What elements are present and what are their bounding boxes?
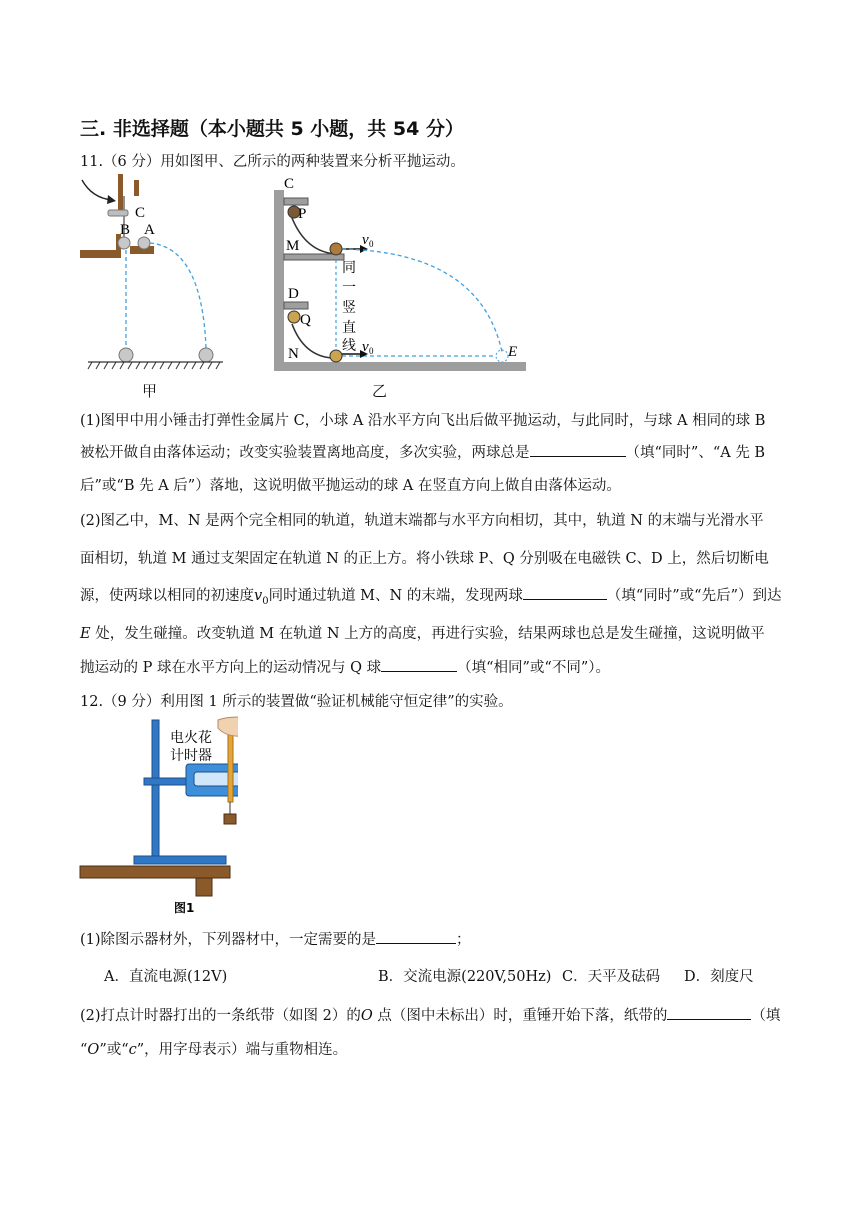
q12-p2-line1-a: (2)打点计时器打出的一条纸带（如图 2）的 bbox=[80, 1008, 361, 1024]
q12-answer-blank-1[interactable] bbox=[376, 929, 456, 944]
ball-b-landed bbox=[119, 348, 133, 362]
o-symbol: O bbox=[87, 1042, 100, 1058]
figure-jia bbox=[78, 172, 238, 402]
option-c-text: 天平及砝码 bbox=[587, 969, 661, 985]
q12-stem: 12.（9 分）利用图 1 所示的装置做“验证机械能守恒定律”的实验。 bbox=[80, 694, 513, 710]
q12-p2-line1-c: （填 bbox=[751, 1008, 781, 1024]
hammer-arrow bbox=[82, 180, 112, 200]
table-leg bbox=[196, 878, 212, 896]
frame-base bbox=[274, 362, 526, 371]
option-c-key: C． bbox=[562, 969, 588, 985]
hammer-handle bbox=[118, 174, 123, 214]
q11-p1-line2-a: 被松开做自由落体运动；改变实验装置离地高度，多次实验，两球总是 bbox=[80, 445, 530, 461]
q12-p2-line2-b: ”或“ bbox=[99, 1042, 129, 1058]
q11-p2-line3-b: 同时通过轨道 M、N 的末端，发现两球 bbox=[268, 588, 523, 604]
q11-p1-line2 bbox=[80, 441, 765, 462]
vertical-text-2: 一 bbox=[342, 280, 356, 296]
ball-q-end bbox=[330, 350, 342, 362]
label-a: A bbox=[144, 222, 155, 238]
option-a-paren: (12V) bbox=[186, 969, 228, 985]
label-v0-top-sub: 0 bbox=[369, 239, 374, 249]
option-a-text: 直流电源 bbox=[128, 969, 187, 985]
projectile-path-a bbox=[150, 243, 206, 348]
magnet-d bbox=[284, 302, 308, 309]
option-a-key: A． bbox=[104, 969, 129, 985]
label-v0-bottom: v bbox=[362, 339, 369, 355]
figure-yi-caption: 乙 bbox=[372, 382, 388, 400]
clamp bbox=[108, 210, 128, 216]
option-d[interactable] bbox=[684, 965, 754, 986]
label-v0-top: v bbox=[362, 232, 369, 248]
q12-p1-text: (1)除图示器材外，下列器材中，一定需要的是 bbox=[80, 932, 377, 948]
option-d-text: 刻度尺 bbox=[710, 969, 754, 985]
option-d-key: D． bbox=[684, 969, 711, 985]
q11-answer-blank-1[interactable] bbox=[530, 442, 626, 457]
q11-p2-line2: 面相切，轨道 M 通过支架固定在轨道 N 的正上方。将小铁球 P、Q 分别吸在电磁铁 C、D 上，然后切断电 bbox=[80, 551, 769, 567]
v0-subscript: 0 bbox=[262, 595, 269, 607]
q12-p2-line2-d: ”，用字母表示）端与重物相连。 bbox=[136, 1042, 348, 1058]
q11-p1-line1: (1)图甲中用小锤击打弹性金属片 C，小球 A 沿水平方向飞出后做平抛运动，与此同时，与球 A 相同的球 B bbox=[80, 413, 766, 429]
vertical-text-5: 线 bbox=[342, 338, 356, 354]
q11-p2-line4 bbox=[80, 622, 765, 643]
ball-b bbox=[118, 237, 130, 249]
q11-p2-line3-a: 源，使两球以相同的初速度 bbox=[80, 588, 254, 604]
timer-label-2: 计时器 bbox=[170, 748, 212, 764]
vertical-text-4: 直 bbox=[342, 320, 356, 336]
plate-c-top bbox=[134, 180, 139, 196]
label-c: C bbox=[135, 205, 146, 221]
q11-p2-line4-text: 处，发生碰撞。改变轨道 M 在轨道 N 上方的高度，再进行实验，结果两球也总是发生碰撞，这说明做平 bbox=[90, 626, 765, 642]
point-e-symbol: E bbox=[80, 626, 91, 642]
magnet-c bbox=[284, 198, 308, 205]
v0-symbol: v bbox=[254, 588, 263, 604]
q12-p2-line2-a: “ bbox=[80, 1042, 88, 1058]
ground-hatch bbox=[88, 362, 220, 369]
figure-yi bbox=[270, 174, 530, 374]
vertical-text-1: 同 bbox=[342, 260, 356, 276]
figure-jia-caption: 甲 bbox=[142, 382, 158, 400]
projectile-path-p bbox=[342, 249, 502, 352]
option-b-text: 交流电源 bbox=[403, 969, 462, 985]
q11-p2-line1: (2)图乙中，M、N 是两个完全相同的轨道，轨道末端都与水平方向相切，其中，轨道 N 的末端与光滑水平 bbox=[80, 513, 764, 529]
point-o-symbol: O bbox=[360, 1008, 373, 1024]
point-e-circle bbox=[496, 350, 508, 362]
ball-a bbox=[138, 237, 150, 249]
q11-p1-line2-b: （填“同时”、“A 先 B bbox=[625, 445, 766, 461]
q12-answer-blank-2[interactable] bbox=[667, 1005, 751, 1020]
stand-left bbox=[80, 250, 120, 258]
q11-p2-line5 bbox=[80, 656, 610, 677]
option-b-key: B． bbox=[378, 969, 404, 985]
label-q: Q bbox=[300, 312, 311, 328]
label-d: D bbox=[288, 286, 299, 302]
q11-answer-blank-3[interactable] bbox=[381, 657, 457, 672]
figure-1-caption: 图1 bbox=[174, 901, 195, 915]
q12-p1-end: ； bbox=[456, 932, 471, 948]
clamp-arm bbox=[144, 778, 190, 785]
stand-rod bbox=[152, 720, 159, 860]
label-c2: C bbox=[284, 176, 295, 192]
stand-base bbox=[134, 856, 226, 864]
q11-p2-line3-c: （填“同时”或“先后”）到达 bbox=[606, 588, 782, 604]
label-b: B bbox=[120, 222, 131, 238]
q12-p2-line1-b: 点（图中未标出）时，重锤开始下落，纸带的 bbox=[372, 1008, 668, 1024]
figure-1 bbox=[78, 716, 238, 916]
q11-p2-line5-a: 抛运动的 P 球在水平方向上的运动情况与 Q 球 bbox=[80, 660, 382, 676]
q11-p2-line5-b: （填“相同”或“不同”）。 bbox=[457, 660, 610, 676]
frame-post bbox=[274, 190, 284, 370]
label-m: M bbox=[286, 238, 300, 254]
q12-p2-line1 bbox=[80, 1004, 780, 1025]
section-heading: 三. 非选择题（本小题共 5 小题，共 54 分） bbox=[80, 118, 464, 140]
q11-p1-line3: 后”或“B 先 A 后”）落地，这说明做平抛运动的球 A 在竖直方向上做自由落体运动。 bbox=[80, 478, 621, 494]
weight bbox=[224, 814, 236, 824]
q12-p1-line bbox=[80, 928, 471, 949]
label-p: P bbox=[298, 206, 307, 222]
label-v0-bottom-sub: 0 bbox=[369, 346, 374, 356]
q12-p2-line2 bbox=[80, 1038, 347, 1059]
label-n: N bbox=[288, 346, 299, 362]
table-top bbox=[80, 866, 230, 878]
hand bbox=[218, 717, 238, 736]
timer-label-1: 电火花 bbox=[170, 730, 212, 746]
label-e: E bbox=[508, 344, 518, 360]
option-b[interactable] bbox=[378, 965, 551, 986]
ball-q bbox=[288, 311, 300, 323]
option-c[interactable] bbox=[562, 965, 660, 986]
q11-p2-line3 bbox=[80, 584, 782, 607]
hammer-arrowhead bbox=[107, 195, 116, 204]
option-a[interactable] bbox=[104, 965, 227, 986]
c-symbol: c bbox=[128, 1042, 137, 1058]
ball-p-end bbox=[330, 243, 342, 255]
option-b-paren: (220V,50Hz) bbox=[461, 969, 552, 985]
ball-a-landed bbox=[199, 348, 213, 362]
q11-answer-blank-2[interactable] bbox=[523, 585, 607, 600]
q11-stem: 11.（6 分）用如图甲、乙所示的两种装置来分析平抛运动。 bbox=[80, 154, 465, 170]
vertical-text-3: 竖 bbox=[342, 300, 356, 316]
